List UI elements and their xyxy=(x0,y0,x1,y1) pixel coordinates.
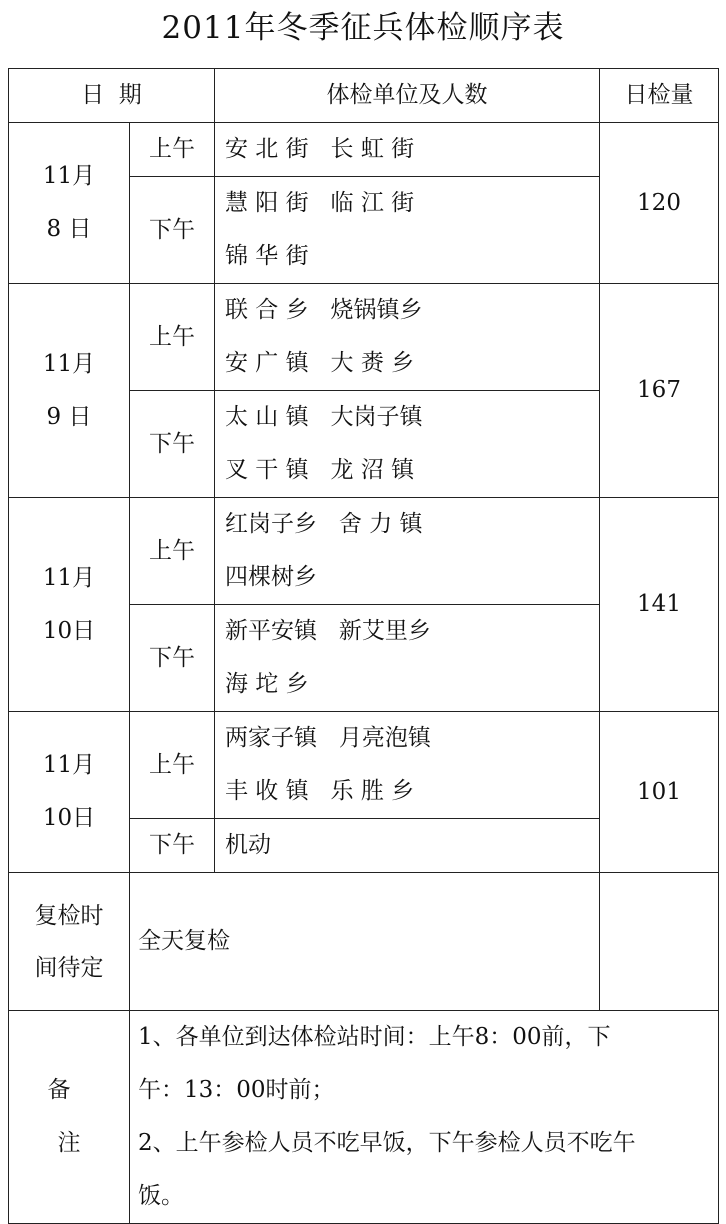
day-2-afternoon-label: 下午 xyxy=(130,391,215,498)
day-4-morning-units xyxy=(215,712,600,819)
remarks-label-line: 备 xyxy=(47,1077,71,1103)
day-2-afternoon-units xyxy=(215,391,600,498)
day-3-month: 11月 xyxy=(42,564,96,591)
day-1-afternoon-units xyxy=(215,177,600,284)
remarks-row xyxy=(9,1011,719,1224)
day-2-morning-row xyxy=(9,284,719,391)
day-3-morning-label: 上午 xyxy=(130,498,215,605)
day-1-morning-row xyxy=(9,123,719,177)
schedule-table xyxy=(8,68,719,1224)
remarks-label xyxy=(9,1011,130,1224)
unit-line: 太 山 镇 大岗子镇 xyxy=(225,404,423,430)
header-daily-count: 日检量 xyxy=(600,69,719,123)
day-4-morning-label: 上午 xyxy=(130,712,215,819)
unit-line: 海 坨 乡 xyxy=(225,671,309,697)
unit-line: 机动 xyxy=(225,832,271,858)
day-3-morning-units xyxy=(215,498,600,605)
page-title: 2011年冬季征兵体检顺序表 xyxy=(161,10,565,46)
day-2-month: 11月 xyxy=(42,350,96,377)
unit-line: 锦 华 街 xyxy=(225,243,309,269)
day-1-count: 120 xyxy=(600,123,719,284)
retest-row xyxy=(9,873,719,1011)
day-3-morning-row xyxy=(9,498,719,605)
day-2-day: 9 日 xyxy=(46,403,92,430)
unit-line: 安 北 街 长 虹 街 xyxy=(225,136,415,162)
retest-label-line: 间待定 xyxy=(34,954,104,981)
unit-line: 叉 干 镇 龙 沼 镇 xyxy=(225,457,415,483)
day-4-date xyxy=(9,712,130,873)
header-row xyxy=(9,69,719,123)
day-1-month: 11月 xyxy=(42,163,96,189)
day-4-afternoon-units xyxy=(215,819,600,873)
day-3-afternoon-units xyxy=(215,605,600,712)
unit-line: 新平安镇 新艾里乡 xyxy=(225,618,431,644)
day-3-day: 10日 xyxy=(42,617,96,644)
header-units: 体检单位及人数 xyxy=(215,69,600,123)
retest-count-empty xyxy=(600,873,719,1011)
day-1-morning-units xyxy=(215,123,600,177)
unit-line: 丰 收 镇 乐 胜 乡 xyxy=(225,778,415,804)
day-1-afternoon-label: 下午 xyxy=(130,177,215,284)
remarks-label-line: 注 xyxy=(57,1130,81,1156)
unit-line: 两家子镇 月亮泡镇 xyxy=(225,725,431,751)
unit-line: 慧 阳 街 临 江 街 xyxy=(225,190,415,216)
retest-label-line: 复检时 xyxy=(34,902,104,929)
retest-label xyxy=(9,873,130,1011)
remark-line: 午：13：00时前； xyxy=(138,1077,335,1103)
day-4-morning-row xyxy=(9,712,719,819)
unit-line: 四棵树乡 xyxy=(225,564,317,590)
day-1-date xyxy=(9,123,130,284)
remark-line: 饭。 xyxy=(138,1183,184,1209)
day-4-month: 11月 xyxy=(42,752,96,778)
day-1-day: 8 日 xyxy=(46,216,92,242)
day-2-morning-units xyxy=(215,284,600,391)
day-4-day: 10日 xyxy=(42,805,96,831)
day-2-morning-label: 上午 xyxy=(130,284,215,391)
day-4-afternoon-label: 下午 xyxy=(130,819,215,873)
day-3-count: 141 xyxy=(600,498,719,712)
unit-line: 安 广 镇 大 赉 乡 xyxy=(225,350,415,376)
unit-line: 红岗子乡 舍 力 镇 xyxy=(225,511,423,537)
remarks-text xyxy=(130,1011,719,1224)
header-date: 日 期 xyxy=(9,69,215,123)
day-1-morning-label: 上午 xyxy=(130,123,215,177)
remark-line: 1、各单位到达体检站时间：上午8：00前，下 xyxy=(138,1024,611,1050)
unit-line: 联 合 乡 烧锅镇乡 xyxy=(225,297,423,323)
day-2-count: 167 xyxy=(600,284,719,498)
day-3-date xyxy=(9,498,130,712)
day-2-date xyxy=(9,284,130,498)
retest-text: 全天复检 xyxy=(130,873,600,1011)
day-4-count: 101 xyxy=(600,712,719,873)
day-3-afternoon-label: 下午 xyxy=(130,605,215,712)
remark-line: 2、上午参检人员不吃早饭，下午参检人员不吃午 xyxy=(138,1130,636,1156)
